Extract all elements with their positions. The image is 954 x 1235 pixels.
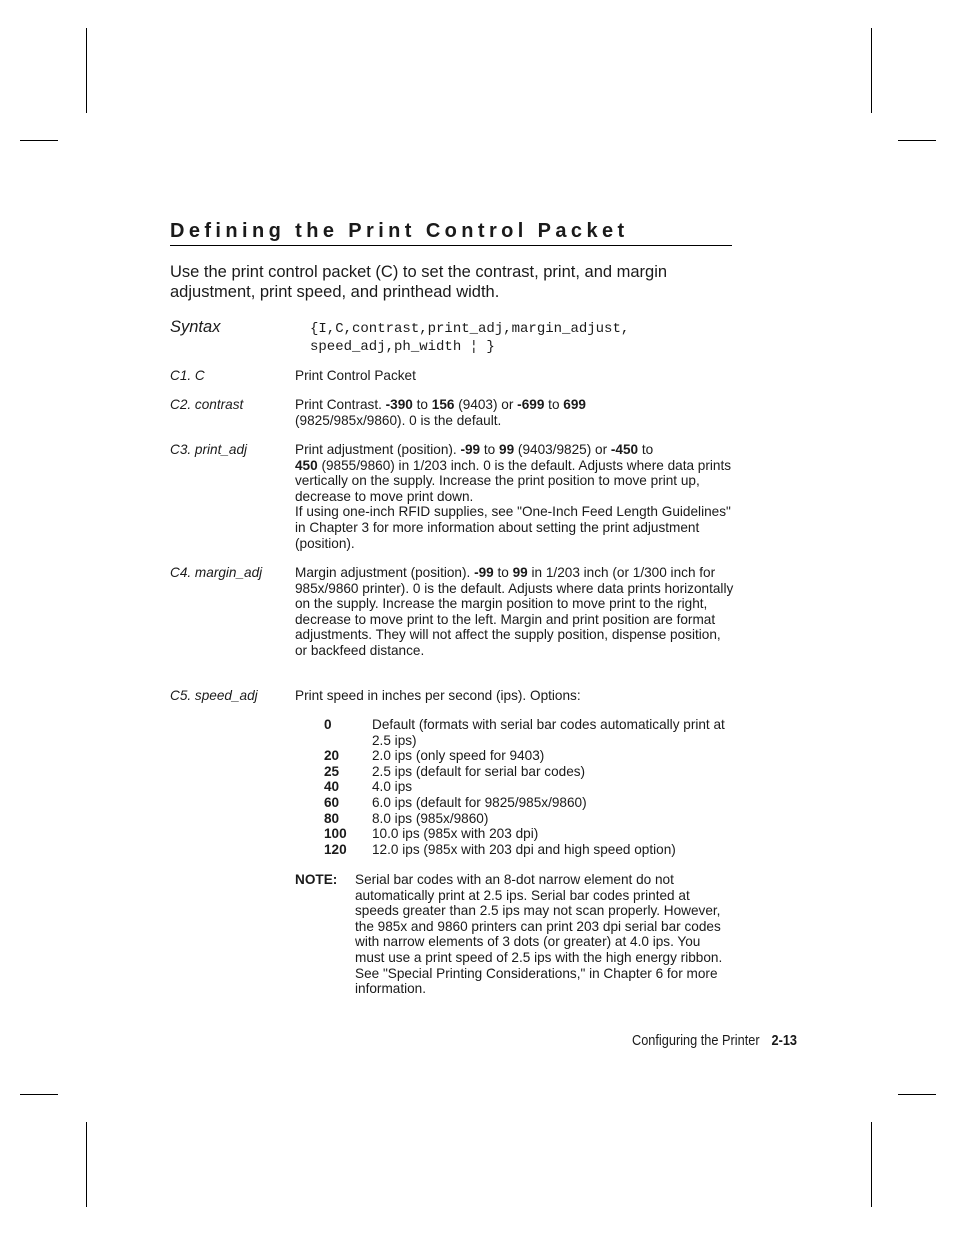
crop-mark [20,140,58,141]
note-block [295,872,735,997]
speed-option: 60 6.0 ips (default for 9825/985x/9860) [324,794,587,810]
syntax-line-1: {I,C,contrast,print_adj,margin_adjust, [310,321,630,337]
section-title: Defining the Print Control Packet [170,220,732,246]
speed-options-list [324,717,744,857]
intro-paragraph: Use the print control packet (C) to set the contrast, print, and margin adjustment, print speed, and printhead width. [170,263,668,301]
crop-mark [86,1122,87,1207]
field-description: Print speed in inches per second (ips). Options: [295,688,581,703]
speed-option: 20 2.0 ips (only speed for 9403) [324,748,545,764]
crop-mark [20,1094,58,1095]
crop-mark [898,140,936,141]
speed-option: 120 12.0 ips (985x with 203 dpi and high speed option) [324,841,676,857]
note-label: NOTE: [295,872,338,887]
note-text: Serial bar codes with an 8-dot narrow element do not automatically print at 2.5 ips. Serial bar codes printed at speeds greater than 2.5 ips may not scan properly. However, the 985x and 9860 printers can print 203 dpi serial bar codes with narrow elements of 3 dots (or greater) at 4.0 ips. You must use a print speed of 2.5 ips with the high energy ribbon. See "Special Printing Considerations," in Chapter 6 for more information. [355,872,723,997]
crop-mark [898,1094,936,1095]
speed-option: 25 2.5 ips (default for serial bar codes) [324,763,586,779]
field-description: Print Control Packet [295,368,416,383]
crop-mark [871,1122,872,1207]
speed-option: 0 Default (formats with serial bar codes automatically print at 2.5 ips) [324,717,725,748]
speed-option: 40 4.0 ips [324,779,413,795]
field-description: Print Contrast. -390 to 156 (9403) or -699 to 699 (9825/985x/9860). 0 is the default. [295,397,586,428]
page-footer [632,1032,797,1049]
field-label: C2. contrast [170,397,244,412]
syntax-label: Syntax [170,318,221,336]
field-label: C4. margin_adj [170,565,263,580]
field-label: C5. speed_adj [170,688,258,703]
speed-option: 80 8.0 ips (985x/9860) [324,810,489,826]
syntax-code [310,320,730,356]
crop-mark [871,28,872,113]
field-label: C1. C [170,368,205,383]
syntax-line-2: speed_adj,ph_width ¦ } [310,339,495,355]
field-label: C3. print_adj [170,442,248,457]
page-number: 2-13 [771,1032,798,1049]
field-description: Margin adjustment (position). -99 to 99 in 1/203 inch (or 1/300 inch for 985x/9860 printer). 0 is the default. Adjusts where data prints horizontally on the supply. Increase the margin position to move print to the right, decrease to move print to the left. Margin and print position are format adjustments. They will not affect the supply position, dispense position, or backfeed distance. [295,565,734,658]
footer-section: Configuring the Printer [632,1032,760,1049]
field-description: Print adjustment (position). -99 to 99 (9403/9825) or -450 to 450 (9855/9860) in 1/203 inch. 0 is the default. Adjusts where data prints vertically on the supply. Increase the print position to move print up, decrease to move print down. If using one-inch RFID supplies, see "One-Inch Feed Length Guidelines" in Chapter 3 for more information about setting the print adjustment (position). [295,442,732,551]
crop-mark [86,28,87,113]
speed-option: 100 10.0 ips (985x with 203 dpi) [324,826,539,842]
